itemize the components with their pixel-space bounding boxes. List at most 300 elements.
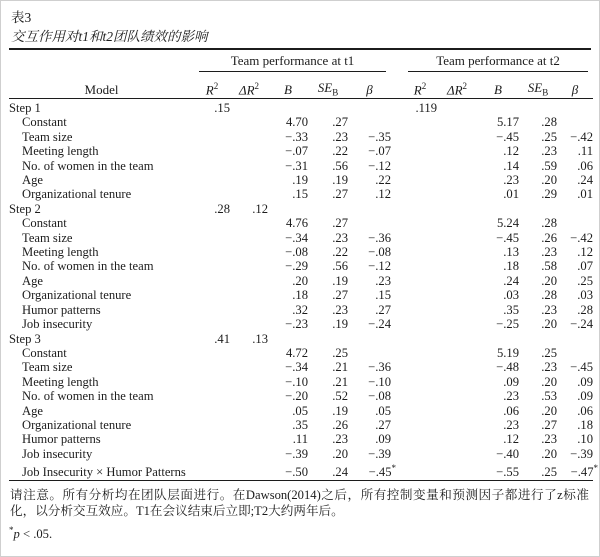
value-cell bbox=[437, 346, 477, 360]
model-cell: Organizational tenure bbox=[22, 187, 132, 202]
value-cell: .25 bbox=[541, 345, 558, 360]
value-cell: −.34 bbox=[285, 360, 308, 375]
value-cell bbox=[403, 187, 437, 201]
value-cell bbox=[230, 432, 268, 446]
table-row bbox=[9, 303, 593, 317]
value-cell: .18 bbox=[503, 259, 520, 274]
value-cell: .23 bbox=[541, 245, 558, 260]
value-cell bbox=[557, 99, 593, 116]
col-header-3-t2 bbox=[519, 72, 557, 99]
value-cell bbox=[230, 115, 268, 129]
value-cell: .19 bbox=[332, 173, 348, 188]
model-cell: Meeting length bbox=[22, 144, 99, 159]
table-body bbox=[9, 99, 599, 481]
model-cell: Team size bbox=[22, 230, 73, 245]
value-cell: .59 bbox=[541, 158, 558, 173]
value-cell: −.45* bbox=[368, 463, 397, 480]
row-gap bbox=[391, 332, 403, 346]
value-cell bbox=[437, 389, 477, 403]
value-cell: −.08 bbox=[368, 389, 392, 404]
value-cell bbox=[437, 99, 477, 116]
value-cell: .58 bbox=[541, 259, 558, 274]
value-cell: .20 bbox=[541, 173, 558, 188]
value-cell: −.45 bbox=[496, 129, 520, 144]
value-cell: .12 bbox=[503, 432, 520, 447]
regression-table bbox=[9, 50, 599, 481]
row-gap bbox=[391, 303, 403, 317]
significance-note bbox=[9, 522, 591, 542]
value-cell: .27 bbox=[332, 216, 348, 231]
value-cell: .53 bbox=[541, 389, 558, 404]
model-cell: Organizational tenure bbox=[22, 417, 132, 432]
value-cell: .13 bbox=[503, 245, 520, 260]
value-cell bbox=[437, 432, 477, 446]
value-cell bbox=[230, 303, 268, 317]
model-header-spacer bbox=[9, 50, 194, 72]
value-cell: .20 bbox=[541, 446, 558, 461]
value-cell: .20 bbox=[541, 317, 558, 332]
value-cell bbox=[194, 173, 230, 187]
table-row bbox=[9, 461, 593, 480]
p-threshold: < .05. bbox=[19, 526, 53, 541]
value-cell: −.24 bbox=[368, 317, 392, 332]
value-cell: .27 bbox=[541, 417, 558, 432]
value-cell: .09 bbox=[375, 432, 392, 447]
value-cell bbox=[403, 461, 437, 480]
value-cell: .27 bbox=[332, 288, 348, 303]
value-cell: −.45 bbox=[570, 360, 594, 375]
value-cell: .01 bbox=[577, 187, 594, 202]
value-cell bbox=[437, 404, 477, 418]
value-cell: .19 bbox=[292, 173, 308, 188]
value-cell bbox=[348, 216, 391, 230]
value-cell bbox=[230, 231, 268, 245]
value-cell bbox=[230, 346, 268, 360]
value-cell bbox=[348, 346, 391, 360]
model-cell: Age bbox=[22, 273, 43, 288]
table-row bbox=[9, 360, 593, 374]
value-cell bbox=[230, 245, 268, 259]
value-cell bbox=[437, 274, 477, 288]
value-cell: .32 bbox=[292, 302, 308, 317]
table-caption: 交互作用对t1和t2团队绩效的影响 bbox=[11, 29, 208, 44]
value-cell bbox=[403, 202, 437, 216]
row-gap bbox=[391, 159, 403, 173]
subscript: B bbox=[332, 88, 339, 98]
value-cell: .23 bbox=[541, 302, 558, 317]
value-cell: .23 bbox=[503, 417, 520, 432]
value-cell: −.12 bbox=[368, 259, 392, 274]
value-cell: .20 bbox=[541, 374, 558, 389]
value-cell: .20 bbox=[541, 273, 558, 288]
table-head bbox=[9, 50, 593, 99]
stat-symbol: SE bbox=[527, 80, 543, 96]
value-cell: −.33 bbox=[285, 129, 308, 144]
model-column-header: Model bbox=[9, 72, 194, 99]
value-cell bbox=[437, 447, 477, 461]
group-header-t2 bbox=[403, 50, 593, 72]
value-cell: .25 bbox=[577, 273, 594, 288]
model-cell: Humor patterns bbox=[22, 302, 101, 317]
value-cell bbox=[437, 259, 477, 273]
value-cell: .01 bbox=[503, 187, 520, 202]
value-cell bbox=[403, 360, 437, 374]
value-cell bbox=[194, 274, 230, 288]
value-cell bbox=[194, 159, 230, 173]
model-cell: Step 3 bbox=[9, 331, 41, 346]
value-cell bbox=[403, 245, 437, 259]
value-cell bbox=[557, 115, 593, 129]
row-gap bbox=[391, 144, 403, 158]
value-cell: −.10 bbox=[368, 374, 392, 389]
value-cell: .05 bbox=[375, 403, 392, 418]
value-cell bbox=[230, 216, 268, 230]
value-cell: −.24 bbox=[570, 317, 594, 332]
table-row bbox=[9, 115, 593, 129]
value-cell bbox=[194, 360, 230, 374]
value-cell: −.31 bbox=[285, 158, 308, 173]
superscript: 2 bbox=[421, 80, 427, 91]
value-cell: −.48 bbox=[496, 360, 520, 375]
model-cell: Constant bbox=[22, 216, 67, 231]
value-cell bbox=[194, 288, 230, 302]
row-gap bbox=[391, 389, 403, 403]
value-cell: .11 bbox=[292, 432, 308, 447]
value-cell: .23 bbox=[503, 173, 520, 188]
value-cell: .20 bbox=[541, 403, 558, 418]
value-cell: .35 bbox=[292, 417, 308, 432]
value-cell bbox=[403, 317, 437, 331]
value-cell: .28 bbox=[214, 201, 230, 216]
value-cell: .24 bbox=[503, 273, 520, 288]
superscript: 2 bbox=[462, 80, 468, 91]
col-header-0-t1 bbox=[194, 72, 230, 99]
value-cell: .15 bbox=[292, 187, 308, 202]
value-cell bbox=[403, 389, 437, 403]
model-cell: Constant bbox=[22, 115, 67, 130]
value-cell: .22 bbox=[332, 144, 348, 159]
value-cell bbox=[194, 303, 230, 317]
value-cell bbox=[308, 202, 348, 216]
value-cell bbox=[437, 231, 477, 245]
value-cell: .28 bbox=[577, 302, 594, 317]
subscript: B bbox=[542, 88, 549, 98]
value-cell: −.29 bbox=[285, 259, 308, 274]
value-cell: .23 bbox=[332, 432, 348, 447]
table-row bbox=[9, 447, 593, 461]
value-cell bbox=[230, 144, 268, 158]
group-gap bbox=[391, 50, 403, 72]
value-cell: .23 bbox=[541, 360, 558, 375]
value-cell: .09 bbox=[503, 374, 520, 389]
value-cell: −.39 bbox=[368, 446, 392, 461]
model-cell: Job insecurity bbox=[22, 446, 93, 461]
value-cell bbox=[194, 375, 230, 389]
value-cell bbox=[194, 317, 230, 331]
model-cell: Job Insecurity × Humor Patterns bbox=[22, 465, 186, 480]
value-cell: .23 bbox=[332, 302, 348, 317]
value-cell: .26 bbox=[541, 230, 558, 245]
superscript: 2 bbox=[254, 80, 260, 91]
value-cell bbox=[308, 99, 348, 116]
value-cell bbox=[268, 99, 308, 116]
model-cell: Age bbox=[22, 403, 43, 418]
significance-star: * bbox=[391, 463, 397, 474]
value-cell bbox=[437, 418, 477, 432]
value-cell: .21 bbox=[332, 374, 348, 389]
value-cell: −.45 bbox=[496, 230, 520, 245]
value-cell: −.35 bbox=[368, 129, 392, 144]
row-gap bbox=[391, 259, 403, 273]
value-cell bbox=[194, 130, 230, 144]
asterisk-marker: * bbox=[9, 524, 14, 535]
table-row bbox=[9, 404, 593, 418]
row-gap bbox=[391, 216, 403, 230]
model-cell: Organizational tenure bbox=[22, 288, 132, 303]
value-cell bbox=[403, 375, 437, 389]
value-cell: −.08 bbox=[368, 245, 392, 260]
value-cell: −.42 bbox=[570, 129, 594, 144]
table-row bbox=[9, 259, 593, 273]
value-cell: −.42 bbox=[570, 230, 594, 245]
value-cell: .09 bbox=[577, 389, 594, 404]
table-row bbox=[9, 332, 593, 346]
value-cell: 5.19 bbox=[496, 345, 520, 360]
value-cell bbox=[268, 332, 308, 346]
col-header-1-t2 bbox=[437, 72, 477, 99]
value-cell bbox=[437, 461, 477, 480]
value-cell: .18 bbox=[577, 417, 594, 432]
value-cell bbox=[519, 202, 557, 216]
value-cell bbox=[437, 303, 477, 317]
group-header-t1 bbox=[194, 50, 391, 72]
row-gap bbox=[391, 187, 403, 201]
value-cell bbox=[194, 404, 230, 418]
value-cell bbox=[268, 202, 308, 216]
row-gap bbox=[391, 99, 403, 116]
value-cell bbox=[230, 404, 268, 418]
value-cell bbox=[403, 274, 437, 288]
value-cell: .27 bbox=[375, 417, 392, 432]
table-row bbox=[9, 245, 593, 259]
value-cell: −.25 bbox=[496, 317, 520, 332]
value-cell: .23 bbox=[541, 432, 558, 447]
value-cell: −.23 bbox=[285, 317, 308, 332]
table-row bbox=[9, 389, 593, 403]
group-header-label: Team performance at t2 bbox=[408, 53, 588, 72]
value-cell: .24 bbox=[332, 465, 348, 480]
value-cell bbox=[557, 346, 593, 360]
table-row bbox=[9, 231, 593, 245]
value-cell bbox=[437, 332, 477, 346]
value-cell: .15 bbox=[214, 101, 230, 115]
row-gap bbox=[391, 375, 403, 389]
row-gap bbox=[391, 346, 403, 360]
value-cell bbox=[194, 115, 230, 129]
value-cell: .11 bbox=[577, 144, 594, 159]
value-cell bbox=[437, 360, 477, 374]
value-cell bbox=[403, 418, 437, 432]
value-cell bbox=[194, 259, 230, 273]
table-row bbox=[9, 432, 593, 446]
stat-symbol: R bbox=[413, 82, 422, 97]
table-row bbox=[9, 216, 593, 230]
table-row bbox=[9, 375, 593, 389]
value-cell: −.39 bbox=[285, 446, 308, 461]
value-cell bbox=[230, 418, 268, 432]
value-cell: .13 bbox=[252, 331, 268, 346]
p-symbol: p bbox=[13, 526, 20, 541]
model-cell: Meeting length bbox=[22, 245, 99, 260]
value-cell: 4.70 bbox=[285, 115, 308, 130]
value-cell bbox=[230, 259, 268, 273]
value-cell: .23 bbox=[332, 230, 348, 245]
value-cell bbox=[230, 99, 268, 116]
value-cell bbox=[194, 432, 230, 446]
table-row bbox=[9, 159, 593, 173]
value-cell bbox=[477, 332, 519, 346]
table-row bbox=[9, 202, 593, 216]
value-cell: .29 bbox=[541, 187, 558, 202]
stat-symbol: B bbox=[494, 82, 502, 97]
value-cell: .27 bbox=[375, 302, 392, 317]
value-cell bbox=[437, 115, 477, 129]
table-row bbox=[9, 418, 593, 432]
value-cell bbox=[403, 115, 437, 129]
value-cell bbox=[348, 99, 391, 116]
value-cell: .119 bbox=[415, 101, 438, 115]
value-cell: .12 bbox=[252, 201, 268, 216]
model-cell: Step 1 bbox=[9, 101, 41, 115]
value-cell: .21 bbox=[332, 360, 348, 375]
value-cell bbox=[403, 173, 437, 187]
model-cell: Step 2 bbox=[9, 201, 41, 216]
value-cell: .14 bbox=[503, 158, 520, 173]
value-cell bbox=[194, 144, 230, 158]
value-cell: .25 bbox=[332, 345, 348, 360]
value-cell bbox=[403, 231, 437, 245]
value-cell: −.07 bbox=[285, 144, 308, 159]
value-cell: .18 bbox=[292, 288, 308, 303]
value-cell: −.39 bbox=[570, 446, 594, 461]
value-cell bbox=[403, 130, 437, 144]
value-cell: 5.17 bbox=[496, 115, 520, 130]
value-cell: .09 bbox=[577, 374, 594, 389]
value-cell: .06 bbox=[577, 403, 594, 418]
row-gap bbox=[391, 432, 403, 446]
value-cell bbox=[403, 144, 437, 158]
value-cell: .19 bbox=[332, 403, 348, 418]
value-cell: −.08 bbox=[285, 245, 308, 260]
row-gap bbox=[391, 130, 403, 144]
value-cell bbox=[437, 375, 477, 389]
superscript: 2 bbox=[213, 80, 219, 91]
value-cell: .22 bbox=[375, 173, 392, 188]
value-cell: −.55 bbox=[496, 465, 520, 480]
value-cell bbox=[437, 144, 477, 158]
model-cell: Meeting length bbox=[22, 374, 99, 389]
table-row bbox=[9, 99, 593, 116]
row-gap bbox=[391, 360, 403, 374]
stat-symbol: β bbox=[571, 82, 579, 97]
value-cell: .06 bbox=[577, 158, 594, 173]
col-header-4-t2 bbox=[557, 72, 593, 99]
value-cell: .28 bbox=[541, 115, 558, 130]
value-cell: .19 bbox=[332, 317, 348, 332]
value-cell: .20 bbox=[292, 273, 308, 288]
value-cell bbox=[403, 346, 437, 360]
stat-symbol: ΔR bbox=[446, 82, 463, 97]
table-row bbox=[9, 144, 593, 158]
value-cell: .56 bbox=[332, 158, 348, 173]
value-cell: −.36 bbox=[368, 360, 392, 375]
model-cell: Job insecurity bbox=[22, 317, 93, 332]
value-cell: .12 bbox=[577, 245, 594, 260]
col-header-0-t2 bbox=[403, 72, 437, 99]
table-row bbox=[9, 288, 593, 302]
value-cell: −.50 bbox=[285, 465, 308, 480]
value-cell: −.07 bbox=[368, 144, 392, 159]
value-cell bbox=[230, 317, 268, 331]
value-cell bbox=[403, 404, 437, 418]
table-note: 请注意。所有分析均在团队层面进行。在Dawson(2014)之后，所有控制变量和预测因子都进行了z标准化，以分析交互效应。T1在会议结束后立即;T2大约两年后。 bbox=[10, 487, 589, 518]
value-cell bbox=[230, 375, 268, 389]
value-cell: −.20 bbox=[285, 389, 308, 404]
value-cell: .35 bbox=[503, 302, 520, 317]
value-cell bbox=[230, 461, 268, 480]
value-cell bbox=[348, 332, 391, 346]
col-header-2-t2 bbox=[477, 72, 519, 99]
value-cell bbox=[437, 317, 477, 331]
model-cell: Humor patterns bbox=[22, 432, 101, 447]
value-cell bbox=[403, 159, 437, 173]
value-cell: .20 bbox=[332, 446, 348, 461]
model-cell: Constant bbox=[22, 345, 67, 360]
model-cell: No. of women in the team bbox=[22, 158, 154, 173]
value-cell bbox=[437, 202, 477, 216]
model-cell: Team size bbox=[22, 360, 73, 375]
value-cell bbox=[437, 187, 477, 201]
value-cell bbox=[308, 332, 348, 346]
value-cell bbox=[403, 447, 437, 461]
value-cell: .24 bbox=[577, 173, 594, 188]
value-cell bbox=[230, 274, 268, 288]
value-cell: .23 bbox=[375, 273, 392, 288]
model-cell: Team size bbox=[22, 129, 73, 144]
value-cell: .41 bbox=[214, 331, 230, 346]
value-cell bbox=[557, 332, 593, 346]
row-gap bbox=[391, 115, 403, 129]
value-cell bbox=[403, 303, 437, 317]
value-cell bbox=[437, 216, 477, 230]
value-cell bbox=[477, 99, 519, 116]
table-row bbox=[9, 317, 593, 331]
value-cell: .22 bbox=[332, 245, 348, 260]
model-cell: No. of women in the team bbox=[22, 259, 154, 274]
value-cell bbox=[437, 288, 477, 302]
value-cell bbox=[230, 173, 268, 187]
value-cell: .06 bbox=[503, 403, 520, 418]
value-cell: .26 bbox=[332, 417, 348, 432]
value-cell bbox=[437, 130, 477, 144]
col-header-4-t1 bbox=[348, 72, 391, 99]
row-gap bbox=[391, 317, 403, 331]
value-cell: −.12 bbox=[368, 158, 392, 173]
value-cell: .28 bbox=[541, 216, 558, 231]
row-gap bbox=[391, 231, 403, 245]
value-cell: .05 bbox=[292, 403, 308, 418]
value-cell: 5.24 bbox=[496, 216, 520, 231]
